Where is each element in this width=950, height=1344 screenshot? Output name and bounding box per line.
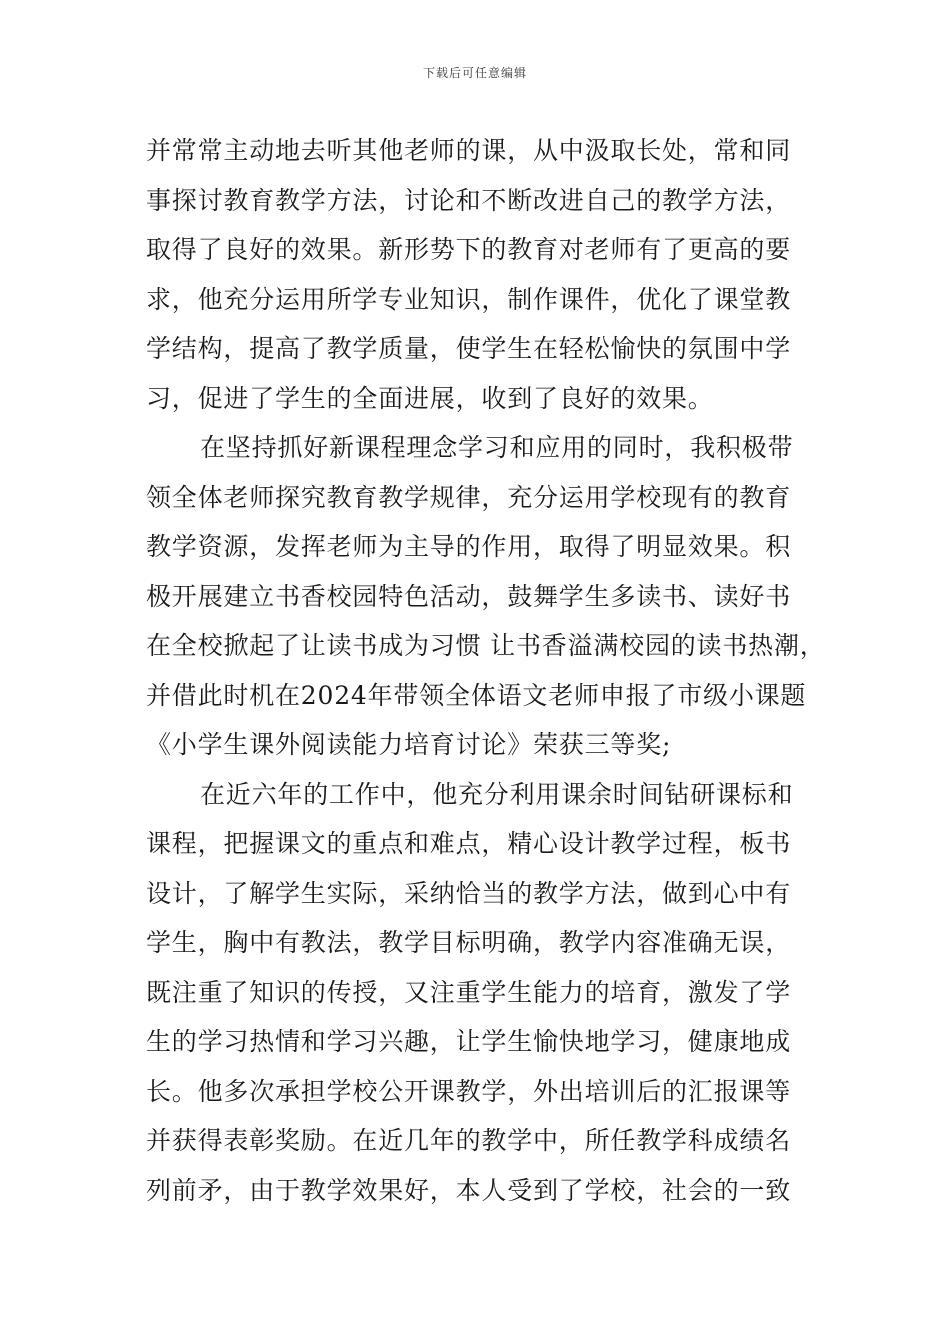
text-line: 求，他充分运用所学专业知识，制作课件，优化了课堂教 bbox=[146, 284, 792, 314]
text-line: 学结构，提高了教学质量，使学生在轻松愉快的氛围中学 bbox=[146, 334, 792, 363]
text-line: 课程，把握课文的重点和难点，精心设计教学过程，板书 bbox=[146, 829, 792, 858]
text-line: 极开展建立书香校园特色活动，鼓舞学生多读书、读好书 bbox=[146, 581, 792, 611]
paragraph-first-line: 在坚持抓好新课程理念学习和应用的同时，我积极带 bbox=[200, 433, 794, 462]
text-line: 学生，胸中有教法，教学目标明确，教学内容准确无误， bbox=[146, 928, 792, 957]
text-line: 并借此时机在2024年带领全体语文老师申报了市级小课题 bbox=[146, 680, 807, 710]
text-line: 生的学习热情和学习兴趣，让学生愉快地学习，健康地成 bbox=[146, 1027, 792, 1056]
text-line: 《小学生课外阅读能力培育讨论》荣获三等奖; bbox=[146, 730, 672, 759]
text-line: 既注重了知识的传授，又注重学生能力的培育，激发了学 bbox=[146, 977, 792, 1007]
text-line: 长。他多次承担学校公开课教学，外出培训后的汇报课等 bbox=[146, 1076, 792, 1106]
page-header: 下载后可任意编辑 bbox=[422, 66, 527, 80]
text-line: 列前矛，由于教学效果好，本人受到了学校，社会的一致 bbox=[146, 1175, 792, 1205]
text-line: 设计，了解学生实际，采纳恰当的教学方法，做到心中有 bbox=[146, 878, 792, 908]
text-line: 事探讨教育教学方法，讨论和不断改进自己的教学方法， bbox=[146, 185, 792, 215]
text-line: 教学资源，发挥老师为主导的作用，取得了明显效果。积 bbox=[146, 532, 792, 561]
text-line: 并常常主动地去听其他老师的课，从中汲取长处，常和同 bbox=[146, 136, 792, 165]
document-body bbox=[146, 126, 826, 1215]
text-line: 领全体老师探究教育教学规律，充分运用学校现有的教育 bbox=[146, 482, 792, 512]
text-line: 并获得表彰奖励。在近几年的教学中，所任教学科成绩名 bbox=[146, 1126, 792, 1155]
text-line: 习，促进了学生的全面进展，收到了良好的效果。 bbox=[146, 383, 714, 413]
paragraph-first-line: 在近六年的工作中，他充分利用课余时间钻研课标和 bbox=[200, 779, 794, 809]
text-line: 取得了良好的效果。新形势下的教育对老师有了更高的要 bbox=[146, 235, 792, 264]
text-line: 在全校掀起了让读书成为习惯 让书香溢满校园的读书热潮， bbox=[146, 631, 826, 660]
